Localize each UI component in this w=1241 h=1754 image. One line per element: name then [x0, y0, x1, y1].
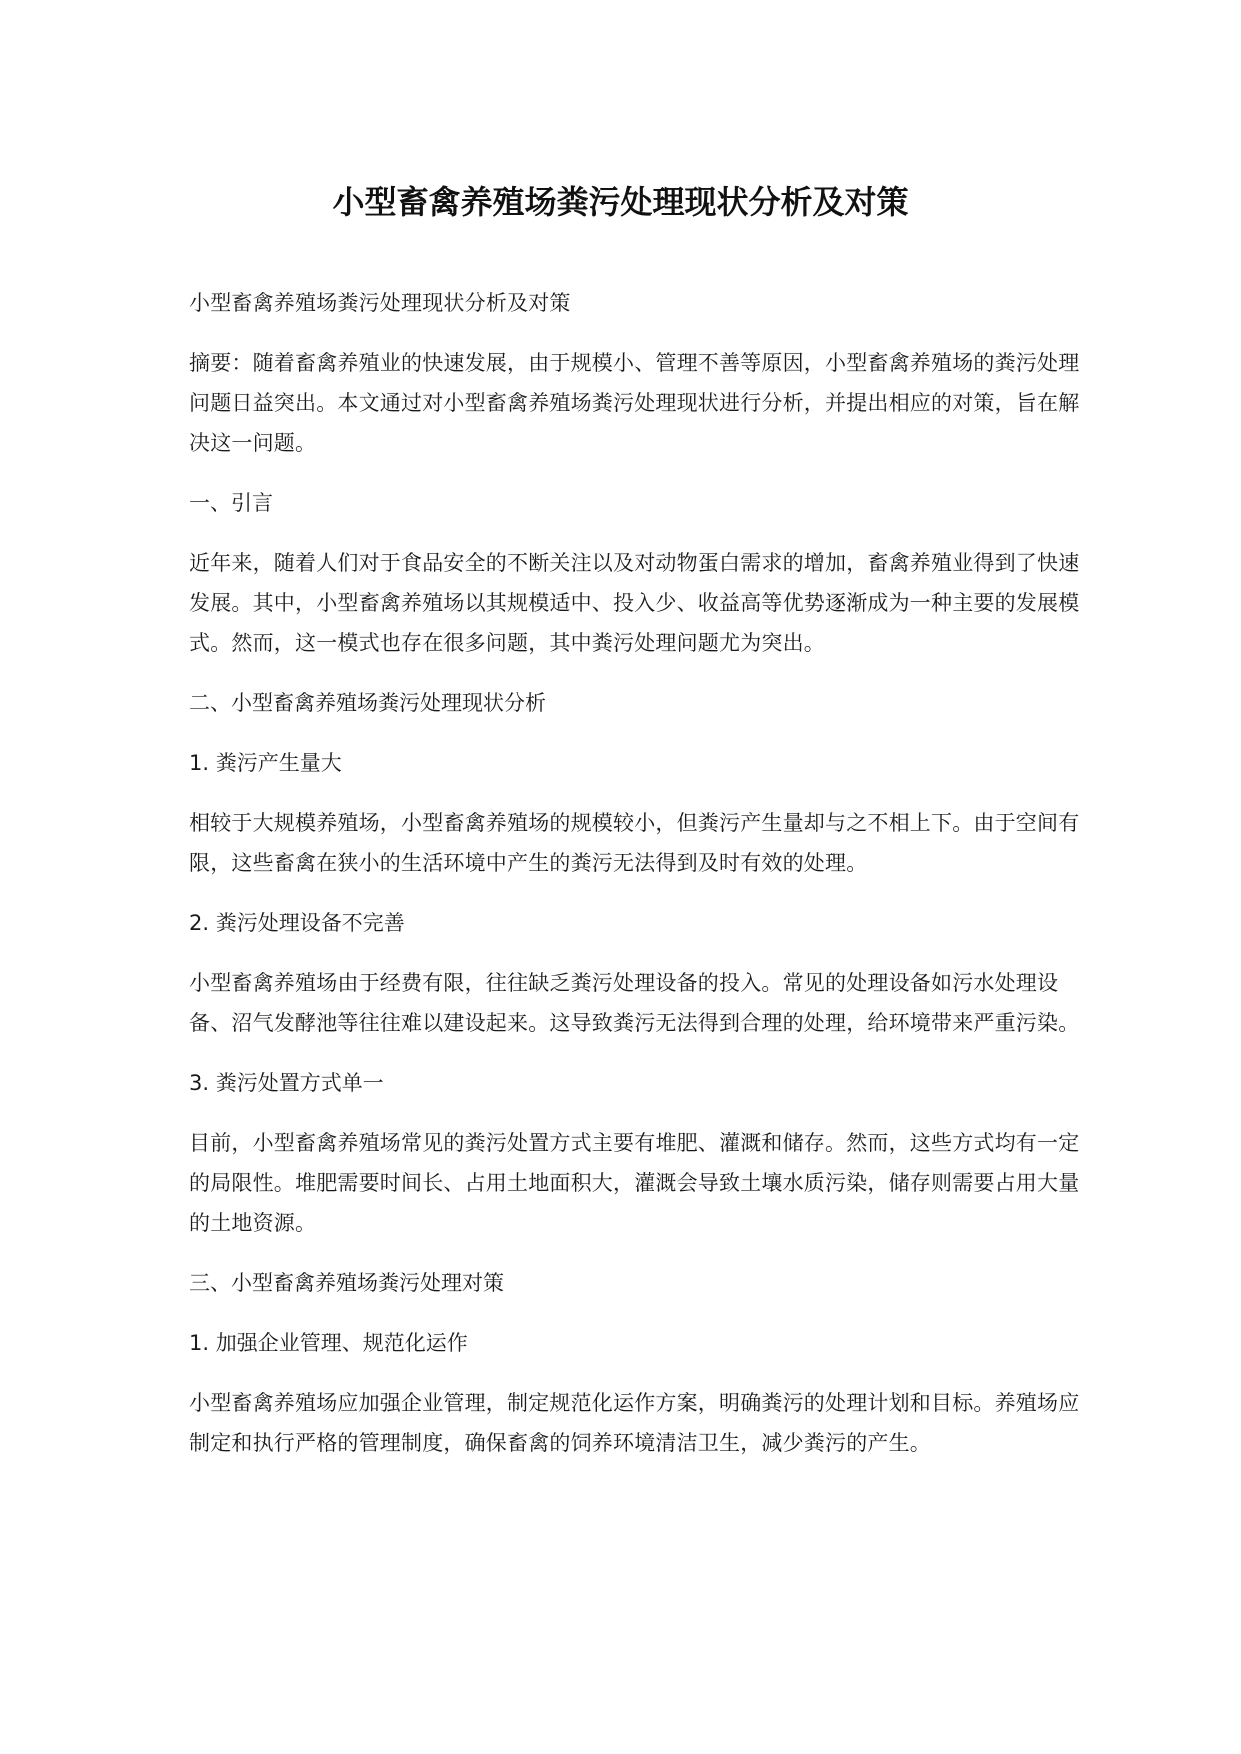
section-heading-countermeasures: 三、小型畜禽养殖场粪污处理对策 [189, 1271, 504, 1295]
subheading-equipment: 2. 粪污处理设备不完善 [189, 911, 405, 935]
section-heading-analysis: 二、小型畜禽养殖场粪污处理现状分析 [189, 691, 546, 715]
document-title: 小型畜禽养殖场粪污处理现状分析及对策 [332, 183, 909, 221]
intro-paragraph: 近年来，随着人们对于食品安全的不断关注以及对动物蛋白需求的增加，畜禽养殖业得到了快速发展。其中，小型畜禽养殖场以其规模适中、投入少、收益高等优势逐渐成为一种主要的发展模式。然而，这一模式也存在很多问题，其中粪污处理问题尤为突出。 [189, 551, 1080, 655]
subheading-manure-volume: 1. 粪污产生量大 [189, 751, 342, 775]
equipment-paragraph: 小型畜禽养殖场由于经费有限，往往缺乏粪污处理设备的投入。常见的处理设备如污水处理设备、沼气发酵池等往往难以建设起来。这导致粪污无法得到合理的处理，给环境带来严重污染。 [189, 971, 1080, 1035]
subheading-disposal-methods: 3. 粪污处置方式单一 [189, 1071, 384, 1095]
subheading-management: 1. 加强企业管理、规范化运作 [189, 1331, 468, 1355]
disposal-methods-paragraph: 目前，小型畜禽养殖场常见的粪污处置方式主要有堆肥、灌溉和储存。然而，这些方式均有一定的局限性。堆肥需要时间长、占用土地面积大，灌溉会导致土壤水质污染，储存则需要占用大量的土地资源。 [189, 1131, 1080, 1235]
abstract-paragraph: 摘要：随着畜禽养殖业的快速发展，由于规模小、管理不善等原因，小型畜禽养殖场的粪污处理问题日益突出。本文通过对小型畜禽养殖场粪污处理现状进行分析，并提出相应的对策，旨在解决这一问题。 [189, 351, 1080, 455]
manure-volume-paragraph: 相较于大规模养殖场，小型畜禽养殖场的规模较小，但粪污产生量却与之不相上下。由于空间有限，这些畜禽在狭小的生活环境中产生的粪污无法得到及时有效的处理。 [189, 811, 1080, 875]
management-paragraph: 小型畜禽养殖场应加强企业管理，制定规范化运作方案，明确粪污的处理计划和目标。养殖场应制定和执行严格的管理制度，确保畜禽的饲养环境清洁卫生，减少粪污的产生。 [189, 1391, 1080, 1455]
subtitle-paragraph: 小型畜禽养殖场粪污处理现状分析及对策 [189, 291, 571, 315]
document-body [189, 283, 1089, 1483]
section-heading-intro: 一、引言 [189, 491, 273, 515]
